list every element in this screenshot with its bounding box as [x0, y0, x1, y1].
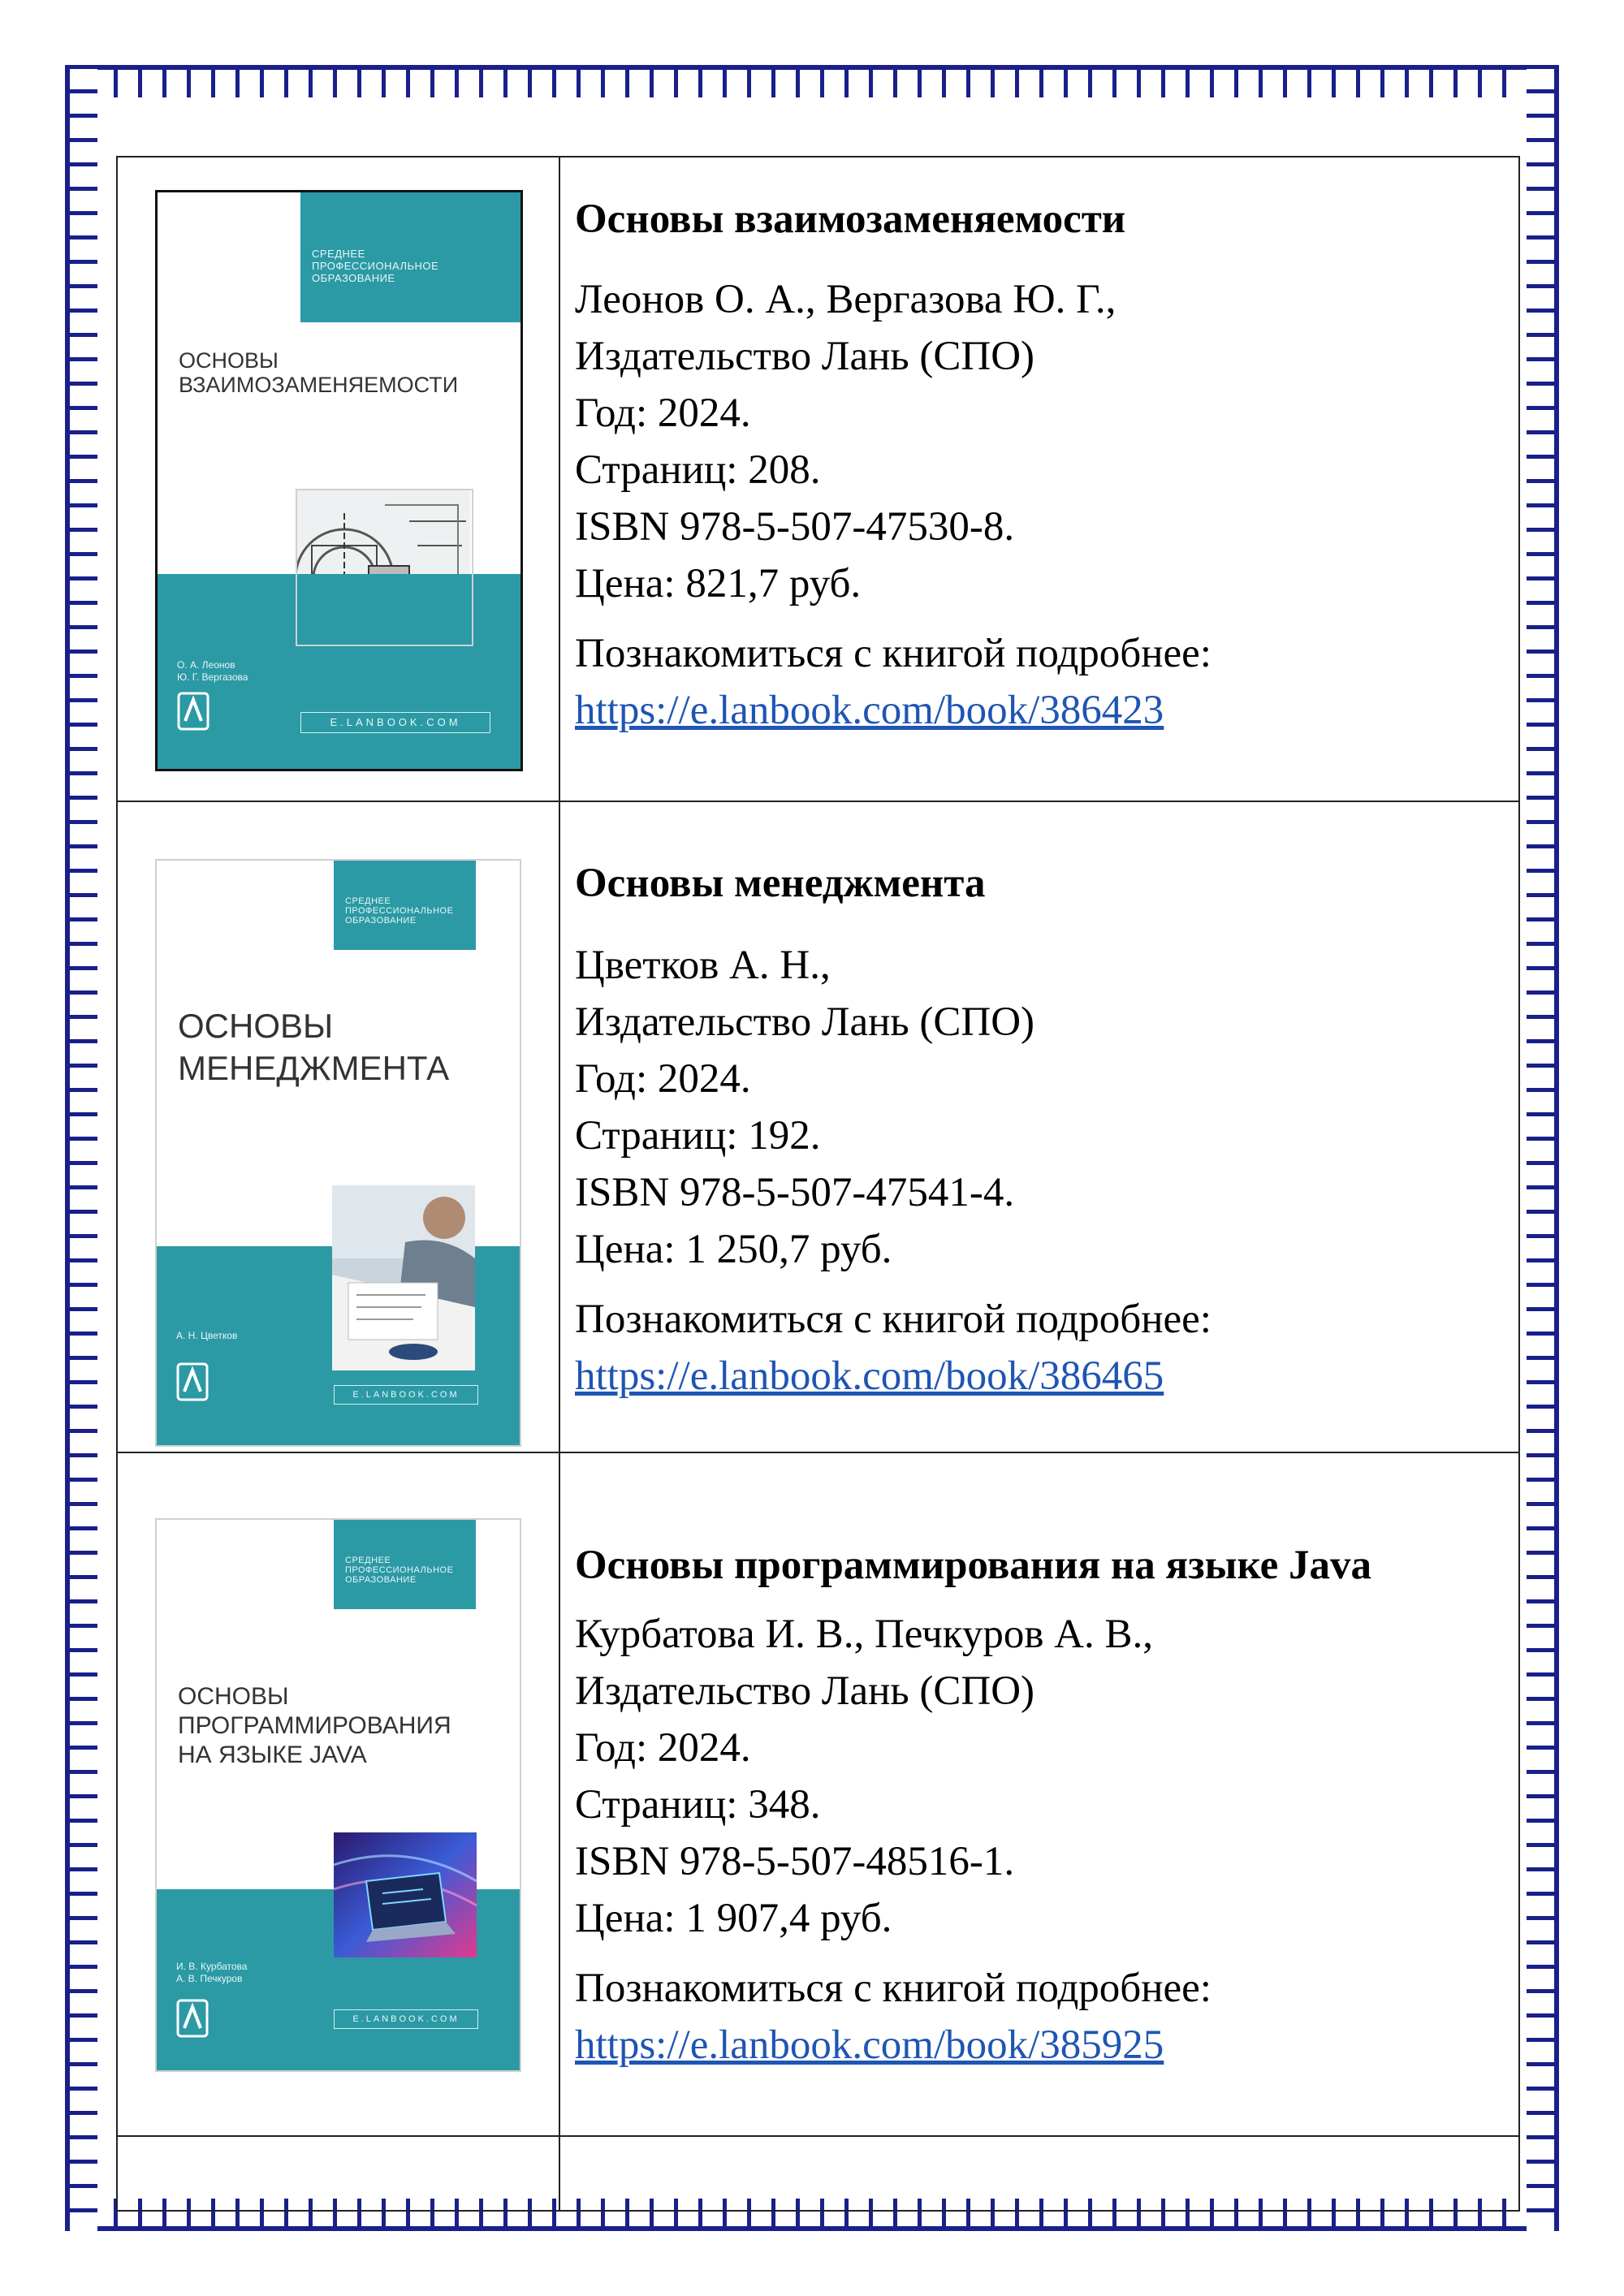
laptop-illustration-icon	[334, 1832, 477, 1957]
book-catalog-table	[116, 156, 1520, 2212]
book-pages: Страниц: 348.	[575, 1782, 821, 1828]
book-link[interactable]: https://e.lanbook.com/book/386465	[575, 1353, 1164, 1399]
info-cell	[559, 157, 1519, 801]
book-row	[117, 1452, 1519, 2136]
book-link[interactable]: https://e.lanbook.com/book/386423	[575, 688, 1164, 733]
book-publisher: Издательство Лань (СПО)	[575, 334, 1035, 379]
cover-title: ОСНОВЫ ВЗАИМОЗАМЕНЯЕМОСТИ	[179, 348, 459, 397]
book-year: Год: 2024.	[575, 1056, 751, 1102]
border-right-decoration	[1527, 65, 1559, 2231]
cover-authors: И. В. Курбатова А. В. Печкуров	[176, 1961, 248, 1984]
book-pages: Страниц: 208.	[575, 447, 821, 493]
border-top-decoration	[65, 65, 1559, 97]
book-row	[117, 157, 1519, 801]
cover-series-tag	[300, 192, 521, 322]
cover-site-label: E.LANBOOK.COM	[334, 1385, 478, 1405]
book-pages: Страниц: 192.	[575, 1113, 821, 1159]
book-publisher: Издательство Лань (СПО)	[575, 1668, 1035, 1714]
cover-series-text: СРЕДНЕЕ ПРОФЕССИОНАЛЬНОЕ ОБРАЗОВАНИЕ	[345, 1556, 454, 1585]
book-row	[117, 801, 1519, 1452]
empty-info-cell	[559, 2136, 1519, 2211]
book-cover	[155, 190, 523, 771]
book-price: Цена: 1 907,4 руб.	[575, 1896, 892, 1941]
cover-series-text: СРЕДНЕЕ ПРОФЕССИОНАЛЬНОЕ ОБРАЗОВАНИЕ	[345, 896, 454, 926]
cover-image-frame	[296, 489, 473, 646]
cover-authors: О. А. Леонов Ю. Г. Вергазова	[177, 659, 248, 683]
book-authors: Леонов О. А., Вергазова Ю. Г.,	[575, 277, 1116, 322]
border-left-decoration	[65, 65, 97, 2231]
publisher-logo-icon	[176, 1999, 209, 2038]
book-title: Основы взаимозаменяемости	[575, 196, 1126, 242]
info-cell	[559, 1452, 1519, 2136]
publisher-logo-icon	[176, 1362, 209, 1401]
book-price: Цена: 821,7 руб.	[575, 561, 862, 606]
publisher-logo-icon	[177, 692, 209, 731]
more-label: Познакомиться с книгой подробнее:	[575, 1966, 1212, 2011]
more-label: Познакомиться с книгой подробнее:	[575, 1297, 1212, 1342]
book-year: Год: 2024.	[575, 391, 751, 436]
info-cell	[559, 801, 1519, 1452]
cover-title: ОСНОВЫ ПРОГРАММИРОВАНИЯ НА ЯЗЫКЕ JAVA	[178, 1683, 451, 1768]
cover-title: ОСНОВЫ МЕНЕДЖМЕНТА	[178, 1007, 450, 1087]
book-isbn: ISBN 978-5-507-48516-1.	[575, 1839, 1015, 1884]
cover-cell	[117, 1452, 559, 2136]
cover-authors: А. Н. Цветков	[176, 1330, 238, 1341]
cover-series-tag	[334, 861, 476, 950]
book-title: Основы программирования на языке Java	[575, 1543, 1371, 1588]
book-link[interactable]: https://e.lanbook.com/book/385925	[575, 2022, 1164, 2068]
empty-cover-cell	[117, 2136, 559, 2211]
book-authors: Курбатова И. В., Печкуров А. В.,	[575, 1612, 1154, 1657]
book-price: Цена: 1 250,7 руб.	[575, 1227, 892, 1272]
cover-series-text: СРЕДНЕЕ ПРОФЕССИОНАЛЬНОЕ ОБРАЗОВАНИЕ	[312, 248, 439, 284]
book-title: Основы менеджмента	[575, 861, 986, 906]
book-authors: Цветков А. Н.,	[575, 943, 831, 988]
book-year: Год: 2024.	[575, 1725, 751, 1771]
cover-series-tag	[334, 1520, 476, 1609]
book-isbn: ISBN 978-5-507-47530-8.	[575, 504, 1015, 550]
cover-cell	[117, 157, 559, 801]
office-photo-icon	[332, 1185, 475, 1370]
cover-cell	[117, 801, 559, 1452]
book-publisher: Издательство Лань (СПО)	[575, 999, 1035, 1045]
cover-site-label: E.LANBOOK.COM	[334, 2009, 478, 2029]
empty-row	[117, 2136, 1519, 2211]
more-label: Познакомиться с книгой подробнее:	[575, 631, 1212, 676]
cover-site-label: E.LANBOOK.COM	[300, 712, 490, 733]
book-isbn: ISBN 978-5-507-47541-4.	[575, 1170, 1015, 1215]
book-cover	[155, 1518, 521, 2072]
book-cover	[155, 859, 521, 1447]
